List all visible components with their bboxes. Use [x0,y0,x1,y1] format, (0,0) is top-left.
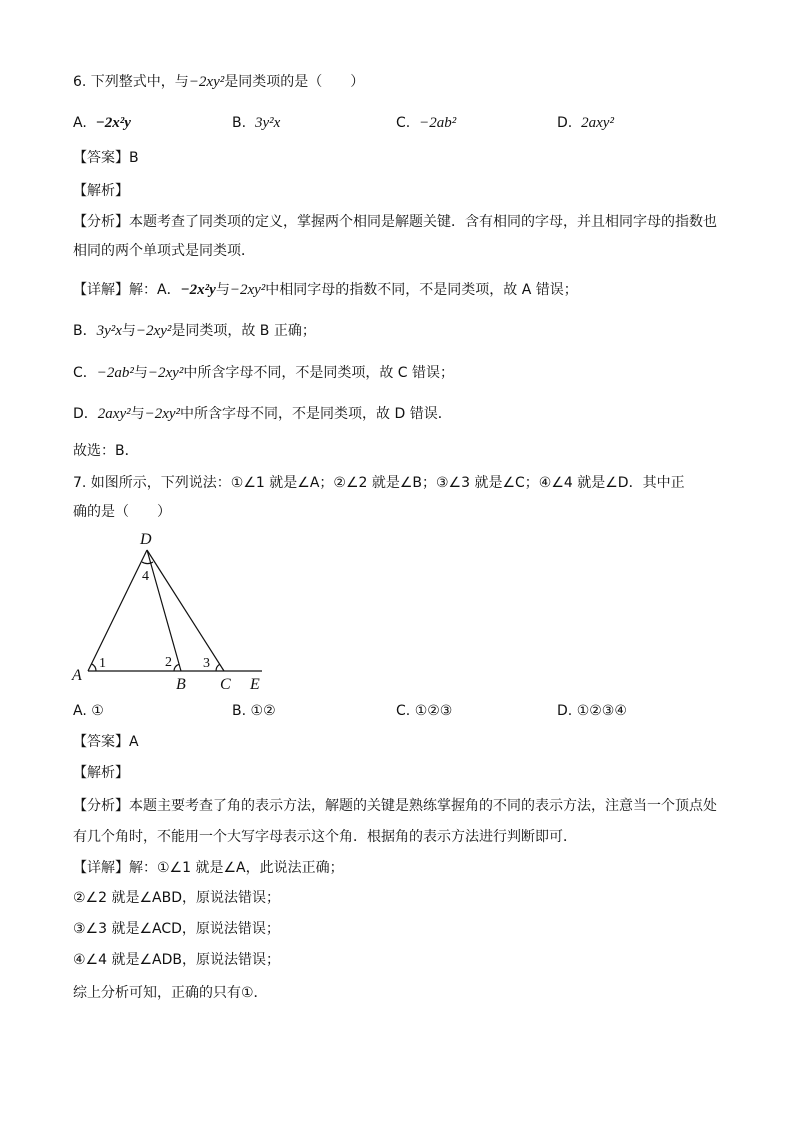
q6-detail-a-mid: 与 [215,282,230,298]
angle-label-2: 2 [165,655,172,670]
segment-ad [88,550,147,671]
q6-detail-d-mid: 与 [130,406,145,422]
angle-arc-4 [142,562,153,564]
q6-detail-b-expr2: −2xy² [135,323,172,339]
q6-detail-c [73,363,454,383]
q6-option-b [232,113,280,133]
q6-detail-c-post: 中所含字母不同，不是同类项，故 C 错误； [183,365,455,381]
q7-option-b-label: B. [232,703,247,719]
segment-dc [147,550,224,671]
angle-label-3: 3 [203,656,210,671]
angle-arc-3 [216,664,220,671]
point-label-e: E [250,676,260,693]
q7-option-a-value: ① [91,703,104,719]
q6-fenxi-tag: 【分析】 [73,214,129,230]
q6-detail-d [73,404,452,424]
q6-detail-d-expr2: −2xy² [144,406,181,422]
q6-detail-d-pre: D． [73,406,98,422]
q6-stem-expr: −2xy² [188,74,225,90]
q7-detail-3: ③∠3 就是∠ACD，原说法错误； [73,921,280,937]
q7-fenxi [73,796,717,816]
q7-fenxi-line2: 有几个角时，不能用一个大写字母表示这个角．根据角的表示方法进行判断即可． [73,829,577,845]
q7-option-d-label: D. [557,703,573,719]
q6-option-c-label: C. [396,115,411,131]
q6-answer-tag: 【答案】 [73,150,129,166]
q7-fenxi-tag: 【分析】 [73,798,129,814]
q7-option-c-label: C. [396,703,411,719]
q7-detail-1 [73,858,344,878]
q6-option-d-label: D. [557,115,573,131]
q7-detail-4: ④∠4 就是∠ADB，原说法错误； [73,952,280,968]
q6-option-b-expr: 3y²x [254,115,281,131]
q6-stem-text-a: 6. 下列整式中，与 [73,74,189,90]
point-label-b: B [176,676,186,693]
q7-fenxi-line1: 本题主要考查了角的表示方法，解题的关键是熟练掌握角的不同的表示方法，注意当一个顶点处 [129,798,717,814]
q7-option-a-label: A. [73,703,87,719]
q6-option-c-expr: −2ab² [419,115,457,131]
q6-detail-a-post: 中相同字母的指数不同，不是同类项，故 A 错误； [265,282,578,298]
point-label-c: C [220,676,231,693]
q7-option-d [557,701,627,721]
point-label-a: A [72,667,82,684]
q6-detail-a-expr: −2x²y [180,282,216,298]
q7-stem-line2: 确的是（ ） [73,504,171,520]
q6-detail-c-pre: C． [73,365,97,381]
segment-db [147,550,181,671]
q7-conclusion: 综上分析可知，正确的只有①． [73,985,268,1001]
q6-detail-c-expr: −2ab² [96,365,134,381]
q7-option-d-value: ①②③④ [576,703,627,719]
q6-detail-a-pre: 解：A． [129,282,181,298]
q7-detail-1-text: 解：①∠1 就是∠A，此说法正确； [129,860,344,876]
q6-option-c [396,113,456,133]
angle-arc-1 [92,664,97,671]
q6-fenxi-line2: 相同的两个单项式是同类项． [73,243,255,259]
q6-detail-a [73,280,578,300]
q7-option-b [232,701,276,721]
q6-option-a-expr: −2x²y [95,115,131,131]
q6-detail-b-mid: 与 [121,323,136,339]
q6-answer-value: B [129,150,139,166]
angle-label-4: 4 [142,569,149,584]
q7-option-b-value: ①② [250,703,276,719]
q7-detail-2: ②∠2 就是∠ABD，原说法错误； [73,890,280,906]
q7-answer [73,732,139,752]
q7-stem-line1: 7. 如图所示，下列说法：①∠1 就是∠A；②∠2 就是∠B；③∠3 就是∠C；④∠4 就是∠D．其中正 [73,475,685,491]
q7-option-a [73,701,104,721]
q6-detail-b-post: 是同类项，故 B 正确； [171,323,316,339]
q7-answer-value: A [129,734,139,750]
q6-analysis-tag: 【解析】 [73,183,129,199]
q6-option-a [73,113,131,133]
angle-label-1: 1 [99,656,106,671]
q6-detail-c-mid: 与 [133,365,148,381]
q6-stem-text-b: 是同类项的是（ ） [224,74,365,90]
q6-detail-a-expr2: −2xy² [229,282,266,298]
angle-arc-2 [174,664,179,671]
q6-detail-c-expr2: −2xy² [147,365,184,381]
q7-option-c-value: ①②③ [414,703,453,719]
q7-analysis-tag: 【解析】 [73,765,129,781]
q6-stem [73,72,364,92]
point-label-d: D [140,531,152,548]
q6-detail-b-expr: 3y²x [96,323,122,339]
q6-detail-d-expr: 2axy² [97,406,131,422]
q6-fenxi [73,212,717,232]
q6-option-b-label: B. [232,115,247,131]
q6-option-d [557,113,614,133]
q6-conclusion: 故选：B． [73,443,139,459]
triangle-figure [66,528,276,694]
q6-detail-d-post: 中所含字母不同，不是同类项，故 D 错误． [180,406,452,422]
q6-option-a-label: A. [73,115,87,131]
q6-fenxi-line1: 本题考查了同类项的定义，掌握两个相同是解题关键．含有相同的字母，并且相同字母的指数也 [129,214,717,230]
q6-answer [73,148,139,168]
q6-detail-b [73,321,316,341]
q6-detail-b-pre: B． [73,323,97,339]
q7-detail-tag: 【详解】 [73,860,129,876]
q6-detail-tag: 【详解】 [73,282,129,298]
q7-answer-tag: 【答案】 [73,734,129,750]
q7-option-c [396,701,452,721]
q6-option-d-expr: 2axy² [581,115,614,131]
